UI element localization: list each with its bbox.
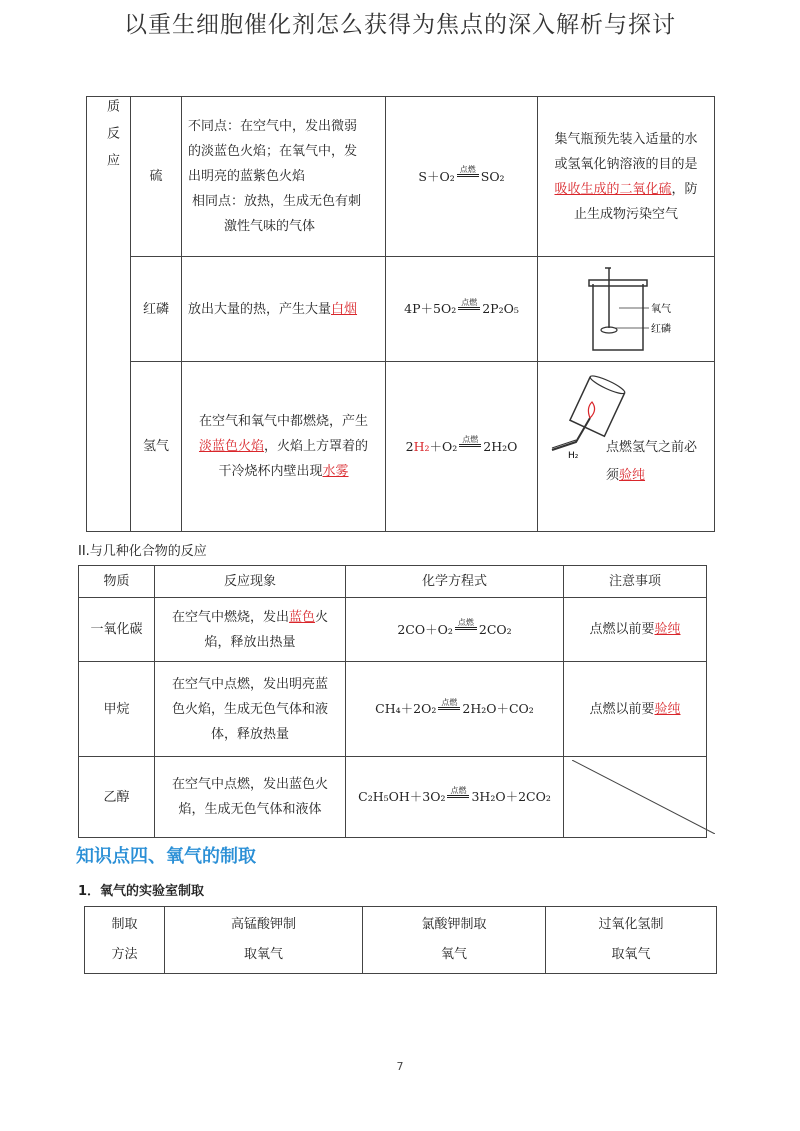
table-row bbox=[79, 662, 707, 757]
page-title: 以重生细胞催化剂怎么获得为焦点的深入解析与探讨 bbox=[124, 12, 676, 38]
label-line: 制取 bbox=[111, 917, 138, 932]
figure-cell bbox=[538, 362, 715, 532]
method-cell bbox=[363, 907, 546, 974]
method-line: 取氧气 bbox=[611, 947, 651, 962]
reaction-condition bbox=[455, 618, 477, 630]
phenomenon-line: 出明亮的蓝紫色火焰 bbox=[188, 169, 306, 184]
phenomenon-line bbox=[188, 434, 379, 459]
equation-left: 2CO＋O₂ bbox=[397, 621, 453, 637]
phenomenon-text: ，火焰上方罩着的 bbox=[264, 439, 369, 454]
phenomenon-text: 干冷烧杯内壁出现 bbox=[218, 464, 323, 479]
diagonal-line bbox=[572, 760, 715, 834]
equation-right: 2P₂O₅ bbox=[482, 301, 519, 316]
reaction-condition bbox=[457, 165, 479, 177]
equation-cell bbox=[386, 97, 538, 257]
table-row bbox=[87, 362, 715, 532]
method-cell bbox=[546, 907, 717, 974]
phenomenon-text: 在空气中燃烧，发出 bbox=[171, 609, 289, 625]
equation-left: CH₄＋2O₂ bbox=[375, 701, 437, 716]
chemical-equation bbox=[418, 164, 504, 189]
phenomenon-cell bbox=[155, 662, 346, 757]
phenomenon-line: 相同点：放热，生成无色有刺 bbox=[192, 194, 362, 209]
subsection-heading: 1．氧气的实验室制取 bbox=[78, 884, 205, 899]
phenomenon-line: 在空气中点燃，发出明亮蓝 bbox=[171, 676, 328, 692]
method-label-cell bbox=[85, 907, 165, 974]
condition-text: 点燃 bbox=[461, 297, 478, 307]
phenomenon-cell bbox=[155, 757, 346, 838]
phosphorus-combustion-figure bbox=[571, 264, 681, 354]
phenomenon-line bbox=[188, 459, 379, 484]
equation-left: 4P＋5O₂ bbox=[404, 301, 457, 316]
equation-cell bbox=[346, 757, 564, 838]
equation-left: ＋O₂ bbox=[429, 438, 458, 454]
phenomenon-line: 焰，释放出热量 bbox=[204, 634, 296, 650]
note-text: 点燃以前要 bbox=[589, 701, 655, 717]
table-row bbox=[87, 257, 715, 362]
chemical-equation bbox=[358, 784, 551, 809]
figure-label-hydrogen: H₂ bbox=[568, 451, 579, 461]
substance-cell: 红磷 bbox=[131, 257, 182, 362]
highlight-text: 淡蓝色火焰 bbox=[198, 439, 264, 454]
method-line: 氯酸钾制取 bbox=[421, 917, 487, 932]
highlight-text: 验纯 bbox=[654, 622, 681, 637]
reaction-condition bbox=[438, 698, 460, 710]
phenomenon-line: 激性气味的气体 bbox=[224, 219, 316, 234]
equation-left: C₂H₅OH＋3O₂ bbox=[358, 789, 446, 804]
phenomenon-line: 的淡蓝色火焰；在氧气中，发 bbox=[188, 144, 358, 159]
oxygen-preparation-table bbox=[84, 906, 717, 974]
table-row bbox=[79, 598, 707, 662]
reaction-condition bbox=[458, 298, 480, 310]
substance-cell: 乙醇 bbox=[79, 757, 155, 838]
phenomenon-line: 在空气和氧气中都燃烧，产生 bbox=[198, 414, 368, 429]
figure-label-phosphorus: 红磷 bbox=[651, 324, 671, 335]
knowledge-point-heading: 知识点四、氧气的制取 bbox=[76, 846, 256, 867]
table-header-row bbox=[79, 566, 707, 598]
reaction-condition bbox=[459, 435, 481, 447]
phenomenon-cell bbox=[155, 598, 346, 662]
method-line: 氧气 bbox=[440, 947, 467, 962]
highlight-text: 蓝色 bbox=[288, 609, 315, 625]
equation-right: 2H₂O＋CO₂ bbox=[462, 701, 534, 716]
page-number: 7 bbox=[396, 1060, 404, 1073]
phenomenon-line: 不同点：在空气中，发出微弱 bbox=[188, 119, 358, 134]
figure-label-oxygen: 氧气 bbox=[651, 304, 671, 315]
table-row bbox=[79, 757, 707, 838]
substance-cell: 硫 bbox=[131, 97, 182, 257]
note-cell bbox=[564, 598, 707, 662]
equation-right: SO₂ bbox=[480, 168, 505, 184]
highlight-text: 验纯 bbox=[654, 701, 681, 717]
condition-text: 点燃 bbox=[441, 697, 458, 707]
equation-cell bbox=[346, 662, 564, 757]
condition-text: 点燃 bbox=[450, 785, 467, 795]
note-line: 集气瓶预先装入适量的水 bbox=[554, 131, 698, 147]
highlight-text: 吸收生成的二氧化硫 bbox=[554, 181, 672, 197]
equation-cell bbox=[346, 598, 564, 662]
column-header: 注意事项 bbox=[564, 566, 707, 598]
method-line: 过氧化氢制 bbox=[598, 917, 664, 932]
phenomenon-line bbox=[163, 605, 337, 630]
note-block bbox=[606, 434, 697, 490]
phenomenon-line: 在空气中点燃，发出蓝色火 bbox=[171, 777, 328, 792]
method-line: 高锰酸钾制 bbox=[230, 917, 296, 932]
phenomenon-cell bbox=[182, 97, 386, 257]
phenomenon-line: 焰，生成无色气体和液体 bbox=[178, 802, 322, 817]
condition-text: 点燃 bbox=[462, 435, 479, 444]
note-line: 点燃氢气之前必 bbox=[606, 440, 698, 455]
substance-cell: 氢气 bbox=[131, 362, 182, 532]
reaction-table-elements bbox=[86, 96, 715, 532]
highlight-text: 白烟 bbox=[331, 301, 358, 317]
equation-cell bbox=[386, 362, 538, 532]
table-row bbox=[85, 907, 717, 974]
equation-left: S＋O₂ bbox=[418, 168, 455, 184]
highlight-text: 验纯 bbox=[619, 468, 646, 483]
note-line bbox=[606, 462, 697, 490]
figure-cell bbox=[538, 257, 715, 362]
phenomenon-line: 色火焰，生成无色气体和液 bbox=[171, 701, 328, 717]
note-line bbox=[544, 177, 708, 202]
empty-diagonal-cell bbox=[564, 757, 707, 838]
note-text: 点燃以前要 bbox=[589, 622, 655, 637]
column-header: 反应现象 bbox=[155, 566, 346, 598]
condition-text: 点燃 bbox=[457, 618, 474, 627]
method-line: 取氧气 bbox=[243, 947, 283, 962]
table-row bbox=[87, 97, 715, 257]
chemical-equation bbox=[397, 617, 511, 642]
note-line: 止生成物污染空气 bbox=[573, 206, 678, 222]
note-line: 或氢氧化钠溶液的目的是 bbox=[554, 156, 698, 172]
highlight-text: H₂ bbox=[413, 438, 430, 454]
chemical-equation bbox=[404, 296, 519, 321]
section-label: II.与几种化合物的反应 bbox=[78, 544, 207, 559]
note-text: 须 bbox=[606, 468, 620, 483]
phenomenon-text: 放出大量的热，产生大量 bbox=[188, 301, 332, 317]
substance-cell: 一氧化碳 bbox=[79, 598, 155, 662]
phenomenon-cell bbox=[182, 362, 386, 532]
equation-right: 2CO₂ bbox=[478, 621, 512, 637]
substance-cell: 甲烷 bbox=[79, 662, 155, 757]
reaction-table-compounds bbox=[78, 565, 707, 838]
reaction-condition bbox=[447, 786, 469, 798]
phenomenon-line: 体，释放热量 bbox=[210, 726, 289, 742]
chemical-equation bbox=[375, 696, 534, 721]
note-cell bbox=[564, 662, 707, 757]
note-cell bbox=[538, 97, 715, 257]
label-line: 方法 bbox=[111, 947, 138, 962]
group-label: 质反应 bbox=[87, 97, 131, 532]
method-cell bbox=[165, 907, 363, 974]
condition-text: 点燃 bbox=[459, 165, 476, 174]
equation-right: 3H₂O＋2CO₂ bbox=[471, 789, 551, 804]
equation-right: 2H₂O bbox=[483, 438, 518, 454]
chemical-equation bbox=[406, 434, 518, 459]
column-header: 物质 bbox=[79, 566, 155, 598]
column-header: 化学方程式 bbox=[346, 566, 564, 598]
phenomenon-cell bbox=[182, 257, 386, 362]
equation-cell bbox=[386, 257, 538, 362]
phenomenon-text: 火 bbox=[315, 609, 329, 625]
note-text: ，防 bbox=[671, 181, 698, 197]
equation-left: 2 bbox=[405, 438, 414, 454]
highlight-text: 水雾 bbox=[322, 464, 349, 479]
